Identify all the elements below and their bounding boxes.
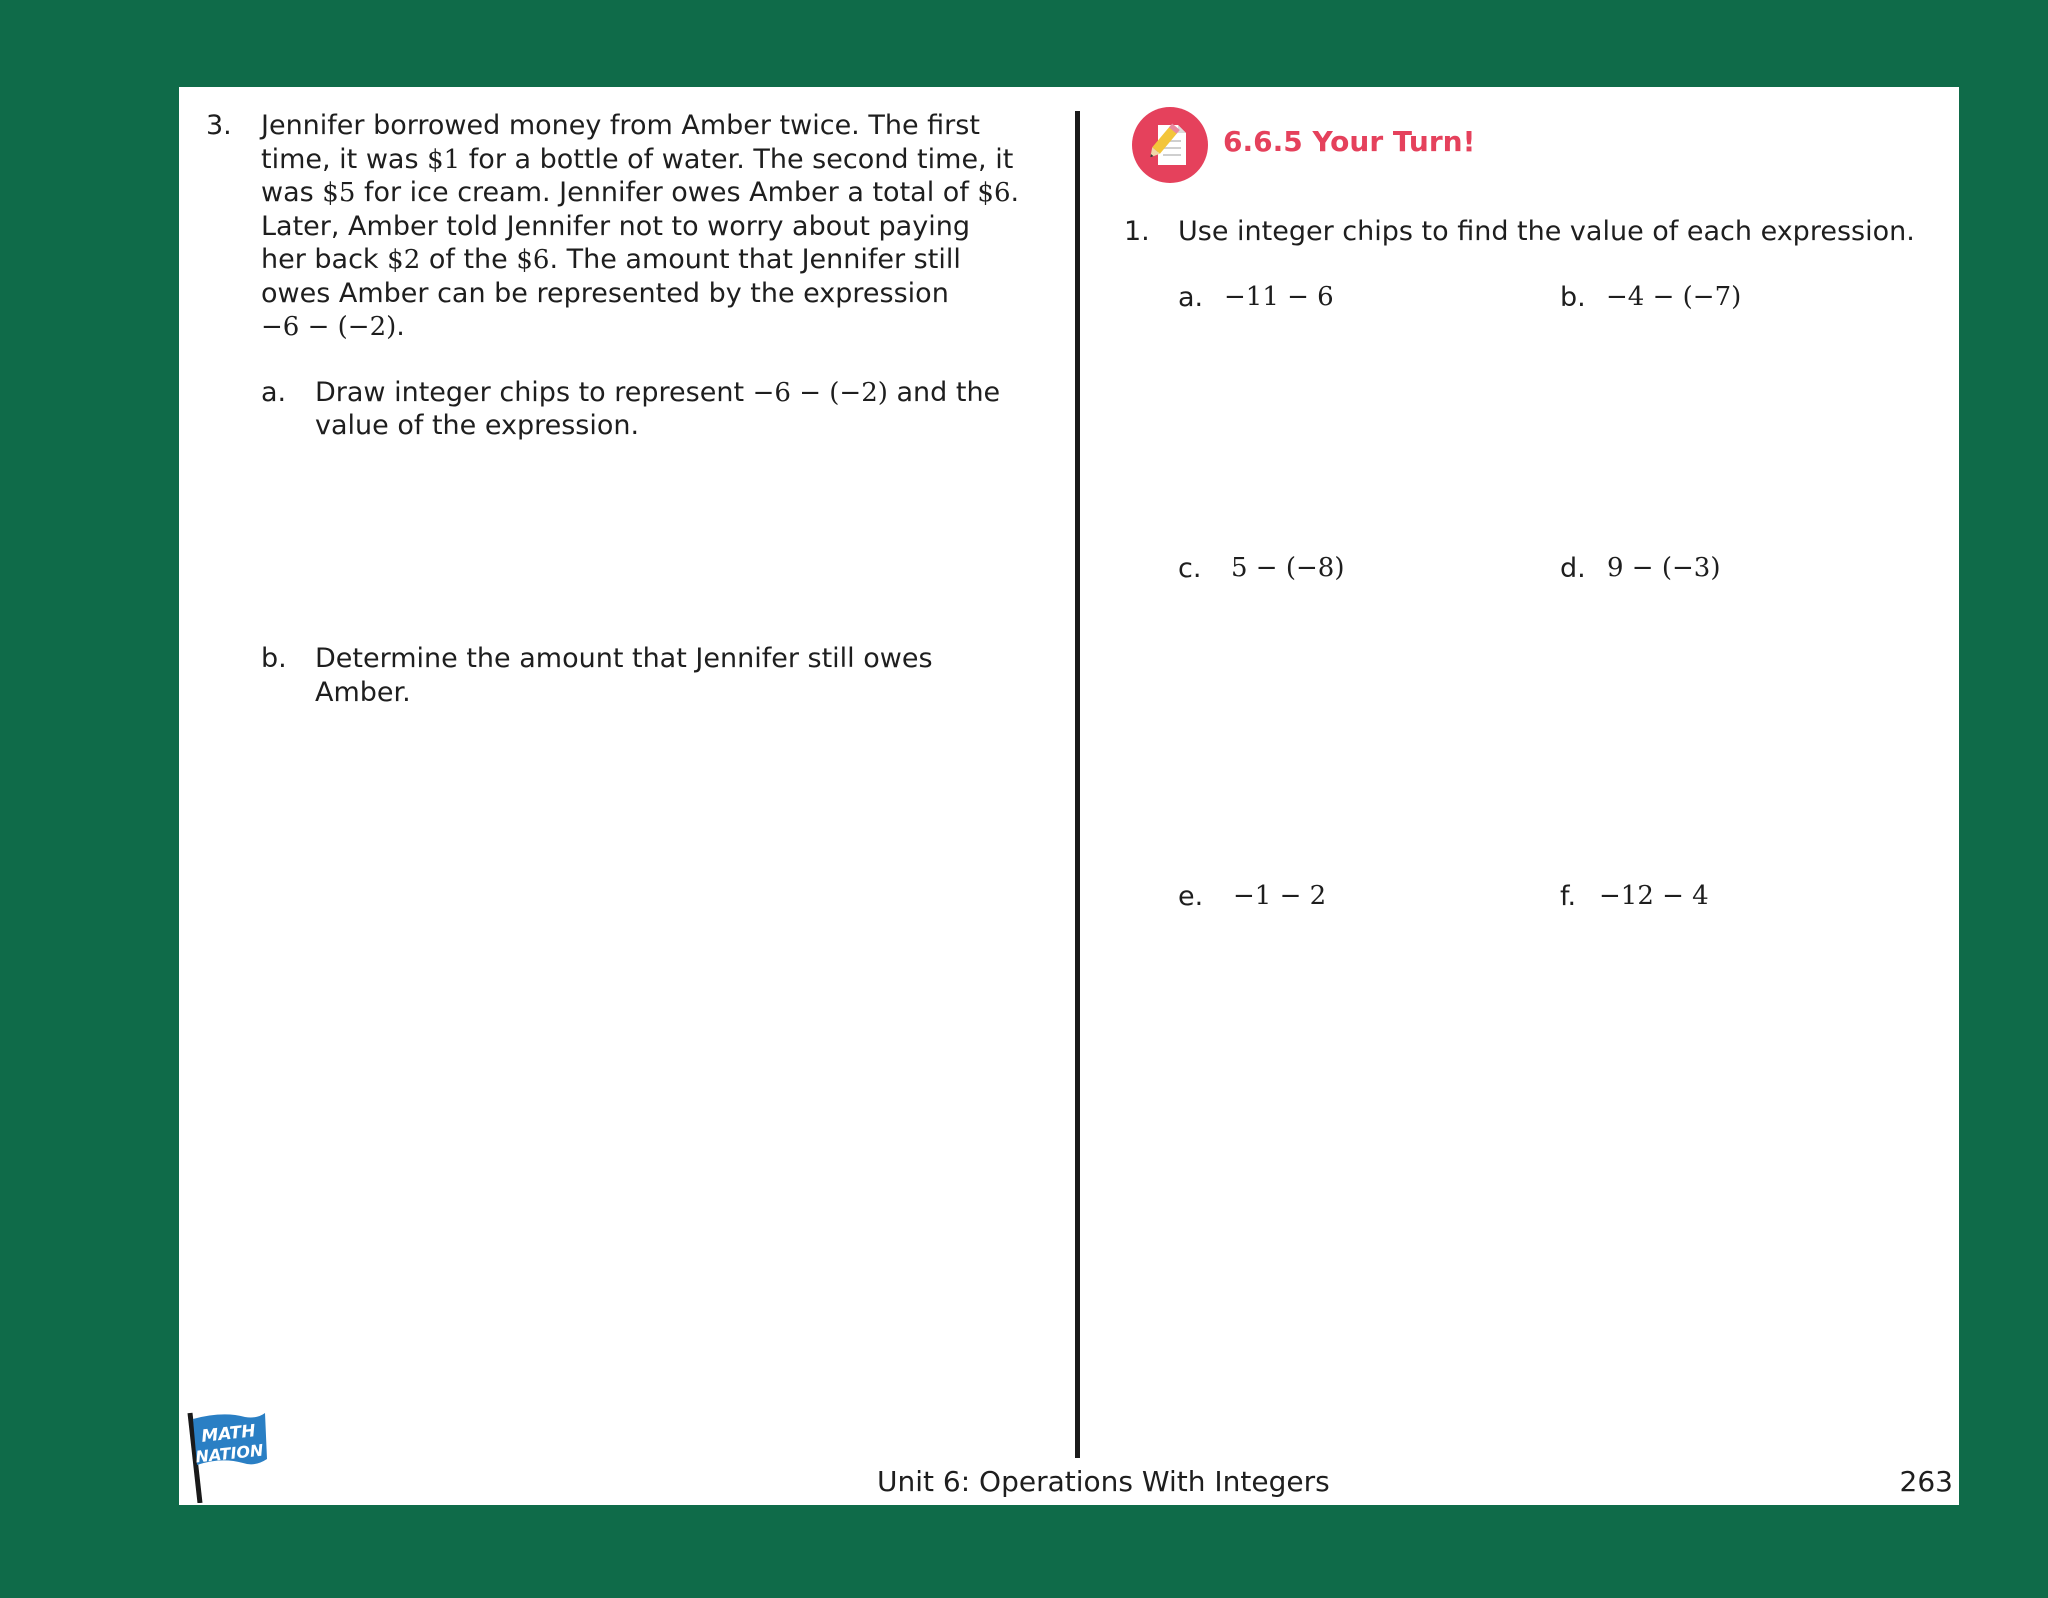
problem-3-line xyxy=(261,243,961,278)
inline-text: . xyxy=(1010,177,1020,208)
pencil-paper-icon xyxy=(1132,107,1208,183)
part-b-label: b. xyxy=(261,643,287,674)
inline-text: . The amount that Jennifer still xyxy=(549,244,961,275)
inline-math: $1 xyxy=(427,144,461,175)
inline-math: $2 xyxy=(387,245,421,275)
problem-3-line: Later, Amber told Jennifer not to worry about paying xyxy=(261,210,970,242)
item-f-label: f. xyxy=(1560,881,1577,912)
part-a-text: Draw integer chips to represent xyxy=(315,377,753,408)
inline-text: was xyxy=(261,177,323,208)
footer-unit-title: Unit 6: Operations With Integers xyxy=(877,1465,1330,1498)
problem-3-line xyxy=(261,143,1013,178)
part-a-line1 xyxy=(315,376,1000,411)
item-f-expression: −12 − 4 xyxy=(1599,881,1709,911)
svg-text:MATH: MATH xyxy=(200,1421,257,1447)
part-a-text-end: and the xyxy=(887,377,1001,408)
inline-math: $6 xyxy=(516,245,550,275)
inline-text: for a bottle of water. The second time, it xyxy=(460,143,1014,175)
problem-3-line xyxy=(261,310,405,345)
part-a-expression: −6 − (−2) xyxy=(752,378,888,408)
section-title: 6.6.5 Your Turn! xyxy=(1223,125,1476,158)
question-text: Use integer chips to find the value of each expression. xyxy=(1178,216,1915,247)
item-b-expression: −4 − (−7) xyxy=(1606,282,1742,312)
inline-text: . xyxy=(396,311,405,342)
item-e-label: e. xyxy=(1178,881,1204,912)
inline-text: of the xyxy=(420,244,517,275)
question-number: 1. xyxy=(1124,216,1150,247)
problem-3-line xyxy=(261,176,1019,211)
part-b-line1: Determine the amount that Jennifer still owes xyxy=(315,643,933,674)
item-d-label: d. xyxy=(1560,553,1586,584)
problem-3-line: Jennifer borrowed money from Amber twice. The first xyxy=(261,110,980,141)
item-a-label: a. xyxy=(1178,282,1204,313)
inline-math: −6 − (−2) xyxy=(261,312,397,342)
column-divider xyxy=(1075,111,1080,1458)
item-b-label: b. xyxy=(1560,282,1586,313)
svg-text:NATION: NATION xyxy=(194,1440,265,1467)
problem-number: 3. xyxy=(206,110,232,141)
inline-text: for ice cream. Jennifer owes Amber a total of xyxy=(355,177,978,208)
inline-math: $6 xyxy=(977,178,1011,208)
problem-3-line: owes Amber can be represented by the expression xyxy=(261,277,949,309)
part-a-label: a. xyxy=(261,377,287,408)
worksheet-page xyxy=(179,87,1959,1505)
item-a-expression: −11 − 6 xyxy=(1224,282,1334,312)
page-number: 263 xyxy=(1899,1465,1953,1498)
inline-math: $5 xyxy=(322,178,356,208)
item-c-expression: 5 − (−8) xyxy=(1231,553,1345,583)
item-d-expression: 9 − (−3) xyxy=(1607,553,1721,583)
part-b-line2: Amber. xyxy=(315,677,411,708)
item-e-expression: −1 − 2 xyxy=(1233,881,1327,911)
item-c-label: c. xyxy=(1178,553,1202,584)
math-nation-logo xyxy=(183,1409,269,1503)
inline-text: her back xyxy=(261,244,388,275)
inline-text: time, it was xyxy=(261,143,428,175)
part-a-line2: value of the expression. xyxy=(315,410,640,441)
